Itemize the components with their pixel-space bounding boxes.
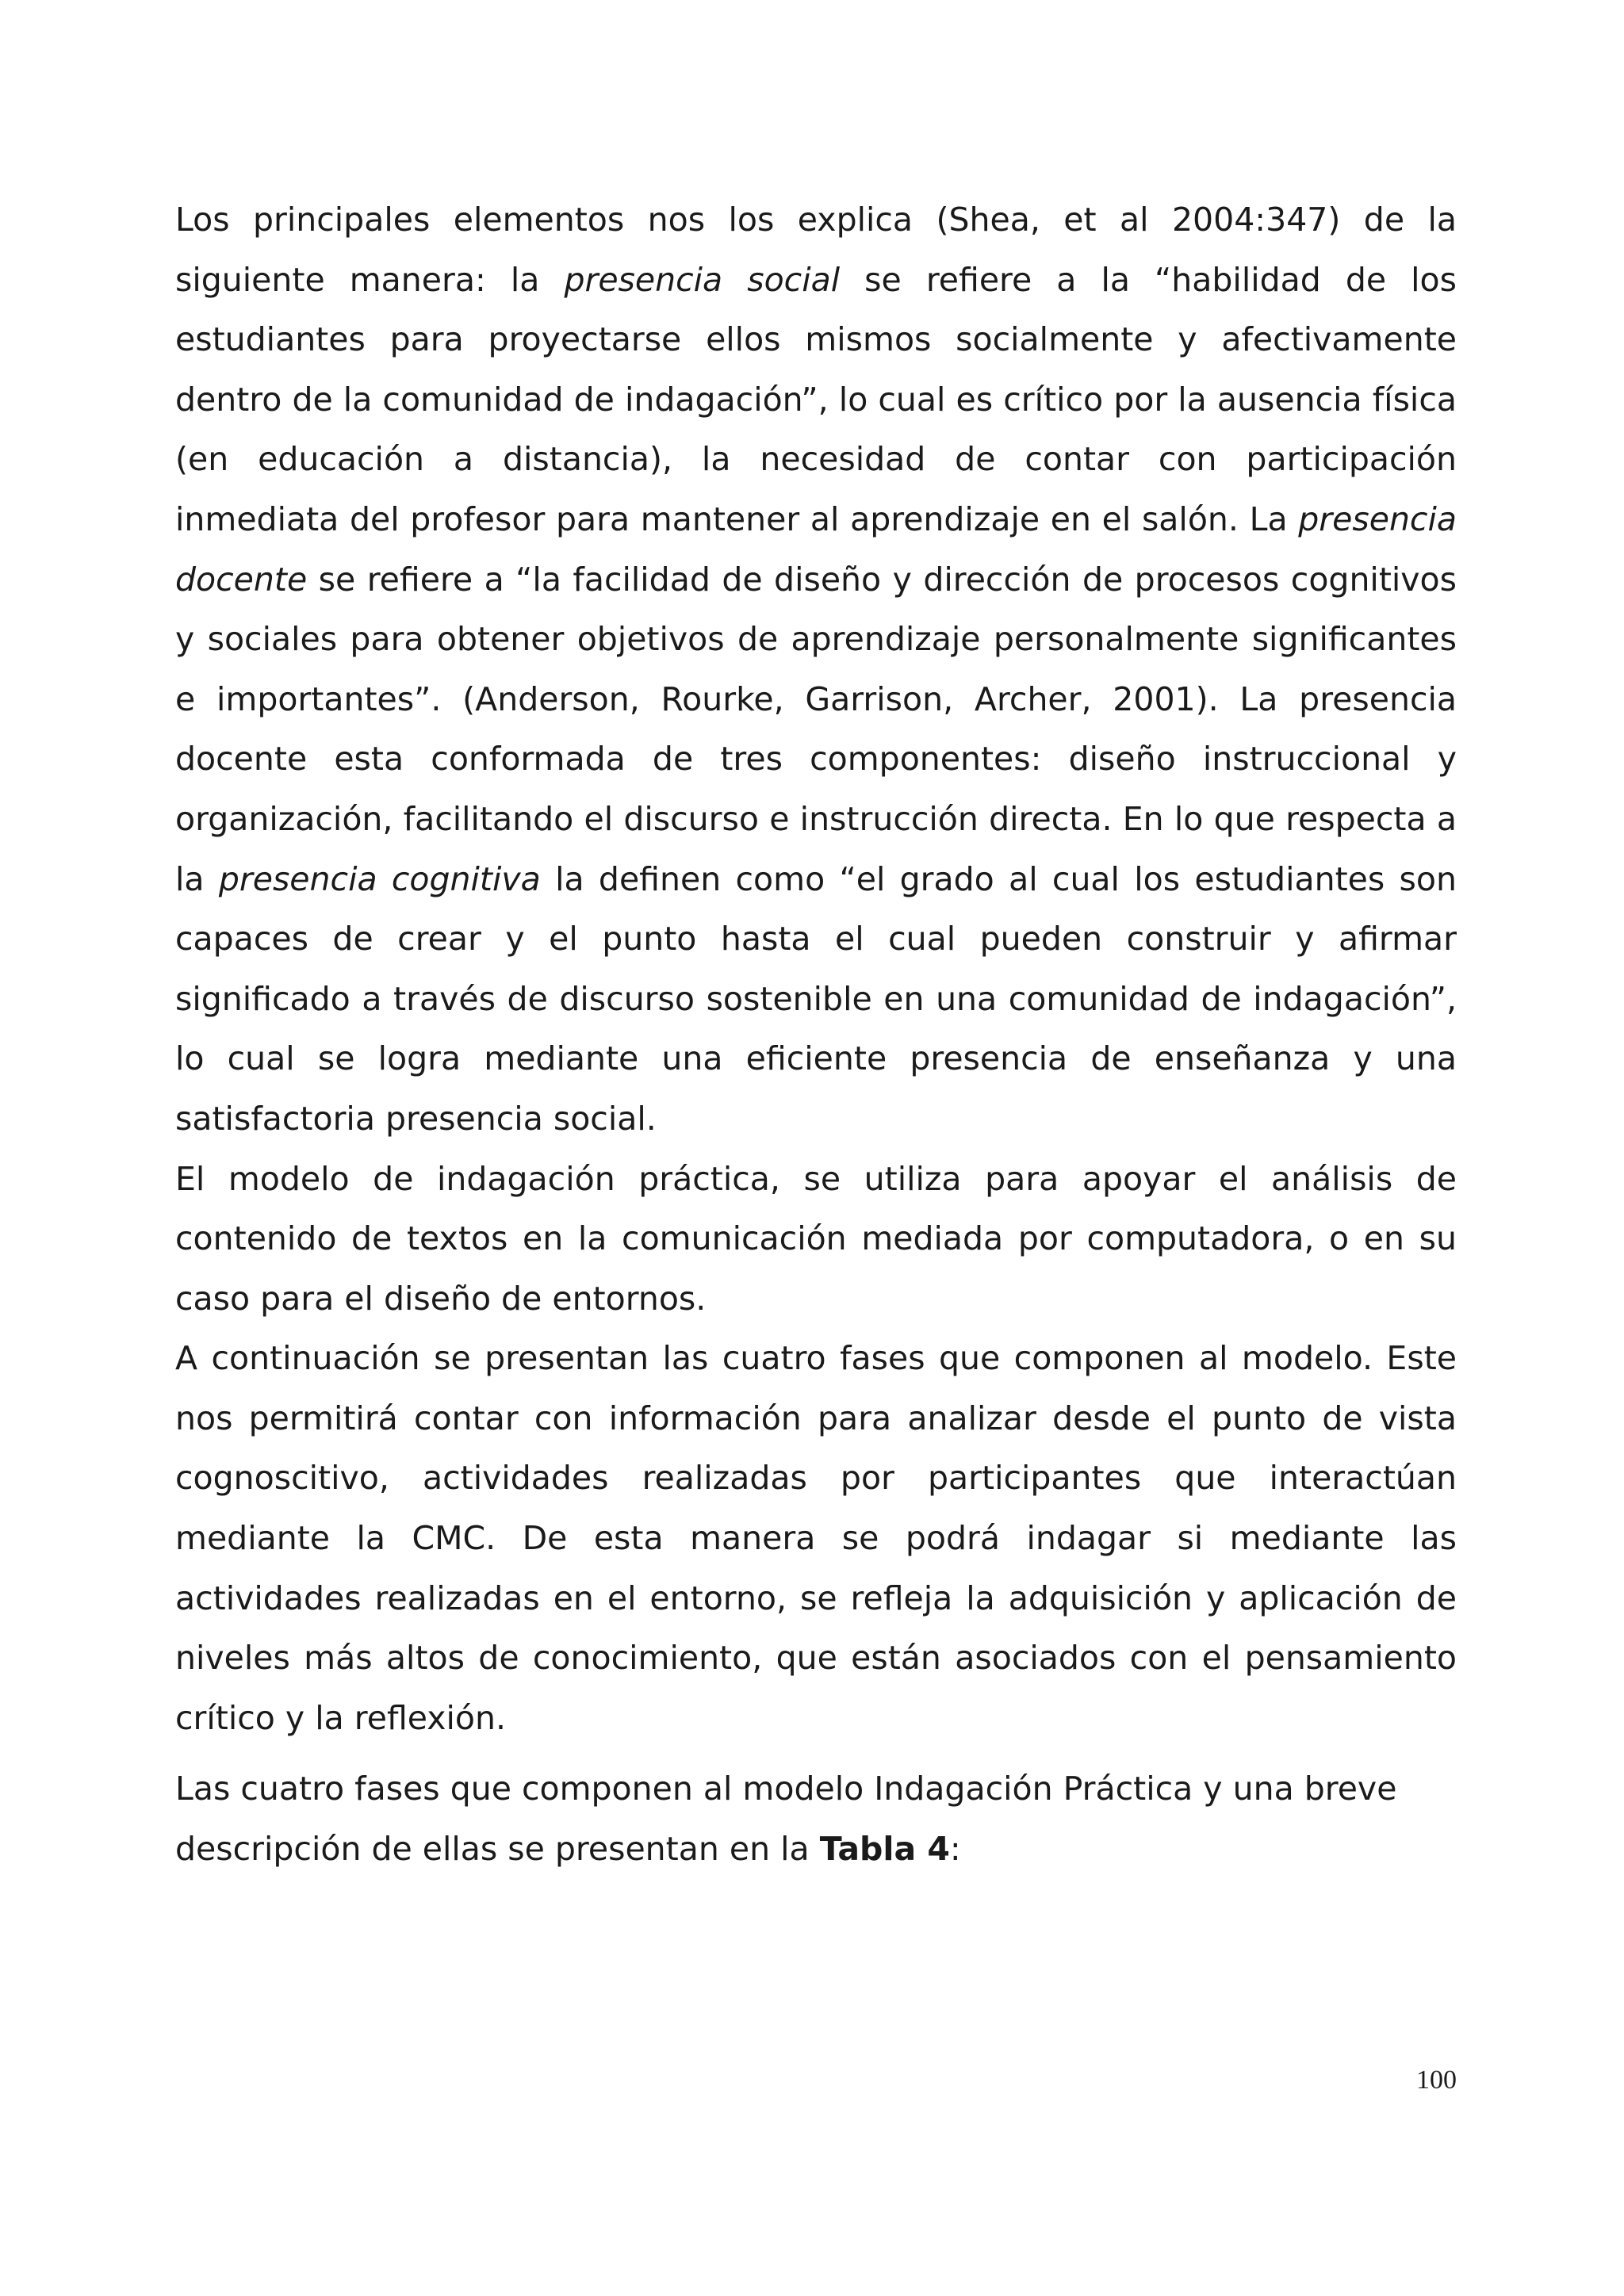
term-presencia-docente: presencia docente [175,499,1457,599]
text-run: la definen como “el grado al cual los estudiantes son capaces de crear y el punto hasta el cual pueden construir y afirmar significado a través de discurso sostenible en una comunidad de indagación”, lo cual se logra mediante una eficiente presencia de enseñanza y una satisfactoria presencia social. [175,859,1457,1138]
paragraph-presencias [175,190,1457,1150]
text-run: se refiere a la “habilidad de los estudiantes para proyectarse ellos mismos socialmente y afectivamente dentro de la comunidad de indagación”, lo cual es crítico por la ausencia física (en educación a distancia), la necesidad de contar con participación inmediata del profesor para mantener al aprendizaje en el salón. La [175,260,1457,538]
text-run: Las cuatro fases que componen al modelo Indagación Práctica y una breve descripción de ellas se presentan en la [175,1770,1397,1868]
text-run: Los principales elementos nos los explica (Shea, et al 2004:347) de la siguiente manera: la [175,201,1457,299]
paragraph-tabla-reference [175,1759,1457,1879]
closing-text-block [175,1759,1457,1879]
paragraph-modelo-indagacion: El modelo de indagación práctica, se utiliza para apoyar el análisis de contenido de textos en la comunicación mediada por computadora, o en su caso para el diseño de entornos. [175,1159,1457,1318]
text-run: se refiere a “la facilidad de diseño y dirección de procesos cognitivos y sociales para obtener objetivos de aprendizaje personalmente significantes e importantes”. (Anderson, Rourke, Garrison, Archer, 2001). La presencia docente esta conformada de tres componentes: diseño instruccional y organización, facilitando el discurso e instrucción directa. En lo que respecta a la [175,560,1457,898]
term-presencia-social: presencia social [564,260,841,299]
table-reference: Tabla 4 [819,1829,950,1868]
main-text-block [175,190,1457,1748]
page-number: 100 [1416,2065,1457,2095]
paragraph-fases: A continuación se presentan las cuatro fases que componen al modelo. Este nos permitirá contar con información para analizar desde el punto de vista cognoscitivo, actividades realizadas por participantes que interactúan mediante la CMC. De esta manera se podrá indagar si mediante las actividades realizadas en el entorno, se refleja la adquisición y aplicación de niveles más altos de conocimiento, que están asociados con el pensamiento crítico y la reflexión. [175,1339,1457,1737]
term-presencia-cognitiva: presencia cognitiva [218,859,541,898]
text-run: : [949,1829,961,1868]
